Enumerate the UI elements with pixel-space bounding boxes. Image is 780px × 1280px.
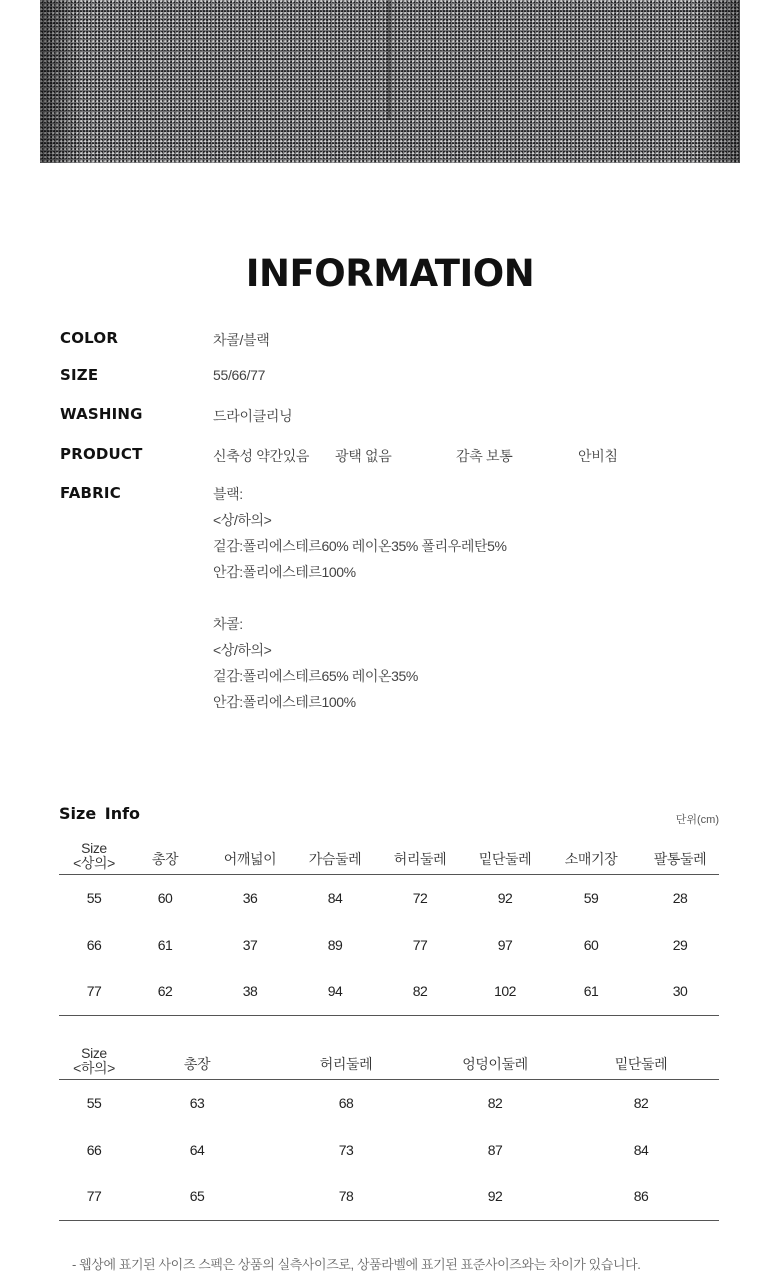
size-value: 55/66/77 — [213, 367, 266, 383]
column-header: 허리둘레 — [265, 1041, 427, 1079]
table-cell: 84 — [633, 1141, 649, 1158]
fabric-line: 블랙: — [213, 486, 243, 502]
table-header-row — [59, 1041, 719, 1079]
size-header-label: Size — [81, 1044, 107, 1061]
size-header-label: Size — [81, 839, 107, 856]
fabric-line: 겉감:폴리에스테르60% 레이온35% 폴리우레탄5% — [213, 538, 507, 554]
table-cell: 102 — [469, 968, 541, 1015]
product-stretch-value: 신축성 약간있음 — [213, 448, 310, 464]
table-row — [59, 1079, 719, 1126]
table-cell: 68 — [338, 1094, 354, 1111]
product-gloss-value: 광택 없음 — [335, 448, 392, 464]
size-cell: 77 — [59, 968, 129, 1015]
column-header: 총장 — [129, 836, 201, 874]
table-cell: 77 — [412, 936, 428, 953]
column-header: 팔통둘레 — [641, 836, 719, 874]
table-cell: 73 — [338, 1141, 354, 1158]
table-cell: 78 — [265, 1173, 427, 1220]
size-cell: 66 — [86, 1141, 102, 1158]
table-cell: 62 — [129, 968, 201, 1015]
fabric-line: 안감:폴리에스테르100% — [213, 694, 356, 710]
column-header: 엉덩이둘레 — [427, 1041, 563, 1079]
table-cell: 28 — [672, 889, 688, 906]
size-cell: 77 — [59, 1173, 129, 1220]
fabric-line: 겉감:폴리에스테르65% 레이온35% — [213, 668, 418, 684]
table-cell: 36 — [242, 889, 258, 906]
color-label: COLOR — [60, 329, 119, 347]
product-label: PRODUCT — [60, 445, 143, 463]
product-texture-value: 감촉 보통 — [456, 448, 513, 464]
size-header — [59, 836, 129, 874]
column-header: 밑단둘레 — [563, 1041, 719, 1079]
fabric-line: 안감:폴리에스테르100% — [213, 564, 356, 580]
table-cell: 30 — [641, 968, 719, 1015]
size-label: SIZE — [60, 366, 99, 384]
table-header-row — [59, 836, 719, 874]
fabric-line: 차콜: — [213, 616, 243, 632]
table-cell: 60 — [157, 889, 173, 906]
fabric-line: <상/하의> — [213, 642, 272, 658]
table-cell: 82 — [487, 1094, 503, 1111]
table-cell: 65 — [129, 1173, 265, 1220]
washing-value: 드라이클리닝 — [213, 408, 293, 424]
product-sheer-value: 안비침 — [578, 448, 618, 464]
table-row — [59, 921, 719, 968]
size-header-sub: <하의> — [73, 1059, 115, 1076]
color-value: 차콜/블랙 — [213, 332, 270, 348]
top-size-table — [59, 836, 719, 1016]
size-header-sub: <상의> — [73, 854, 115, 871]
table-cell: 87 — [487, 1141, 503, 1158]
size-cell: 66 — [86, 936, 102, 953]
column-header: 어깨넓이 — [201, 836, 299, 874]
column-header: 밑단둘레 — [469, 836, 541, 874]
table-cell: 61 — [541, 968, 641, 1015]
table-cell: 82 — [633, 1094, 649, 1111]
unit-label: 단위(cm) — [675, 814, 719, 826]
column-header: 가슴둘레 — [299, 836, 371, 874]
table-cell: 92 — [497, 889, 513, 906]
fabric-line: <상/하의> — [213, 512, 272, 528]
table-cell: 38 — [201, 968, 299, 1015]
column-header: 소매기장 — [541, 836, 641, 874]
table-row — [59, 1126, 719, 1173]
information-title: INFORMATION — [245, 252, 535, 295]
table-cell: 89 — [327, 936, 343, 953]
column-header: 총장 — [129, 1041, 265, 1079]
table-cell: 86 — [563, 1173, 719, 1220]
table-cell: 97 — [497, 936, 513, 953]
table-cell: 64 — [189, 1141, 205, 1158]
size-header — [59, 1041, 129, 1079]
table-cell: 94 — [299, 968, 371, 1015]
table-cell: 37 — [242, 936, 258, 953]
size-cell: 55 — [86, 889, 102, 906]
table-cell: 72 — [412, 889, 428, 906]
table-row — [59, 968, 719, 1015]
table-cell: 84 — [327, 889, 343, 906]
size-info-title: Size Info — [59, 804, 141, 823]
table-cell: 63 — [189, 1094, 205, 1111]
table-cell: 60 — [583, 936, 599, 953]
table-cell: 61 — [157, 936, 173, 953]
product-fabric-photo — [40, 0, 740, 163]
table-cell: 59 — [583, 889, 599, 906]
table-cell: 82 — [371, 968, 469, 1015]
table-row — [59, 874, 719, 921]
washing-label: WASHING — [60, 405, 143, 423]
table-cell: 29 — [672, 936, 688, 953]
size-notice: - 웹상에 표기된 사이즈 스펙은 상품의 실측사이즈로, 상품라벨에 표기된 표준사이즈와는 차이가 있습니다. — [72, 1257, 641, 1272]
bottom-size-table — [59, 1041, 719, 1221]
column-header: 허리둘레 — [371, 836, 469, 874]
table-row — [59, 1173, 719, 1220]
table-cell: 92 — [427, 1173, 563, 1220]
size-cell: 55 — [86, 1094, 102, 1111]
fabric-label: FABRIC — [60, 484, 121, 502]
